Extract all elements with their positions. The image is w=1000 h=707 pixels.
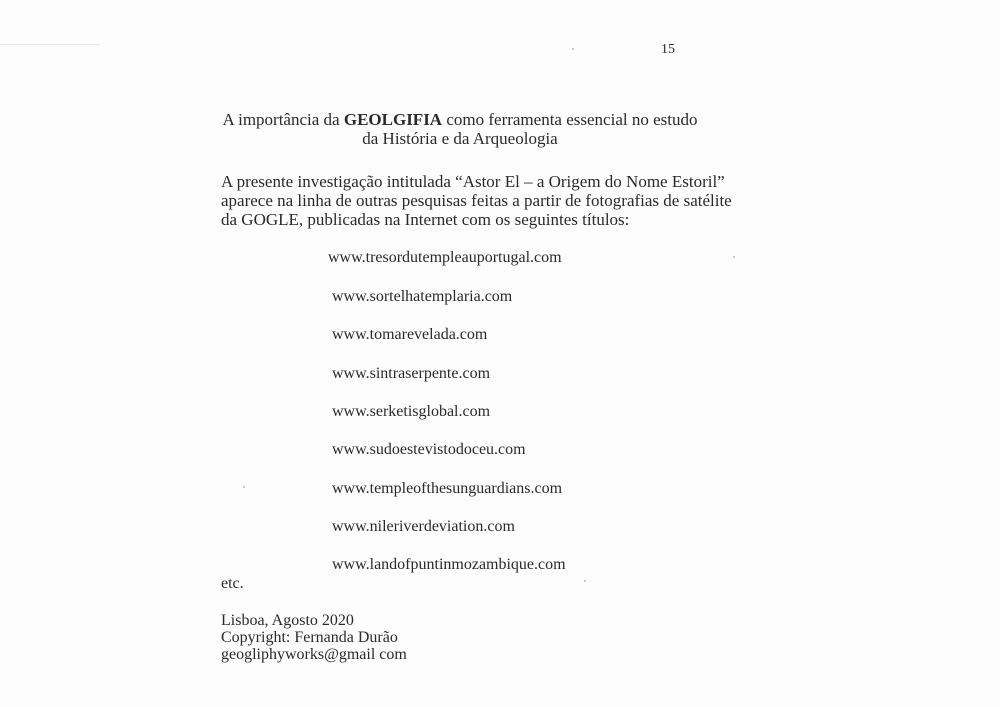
url-item: www.landofpuntinmozambique.com bbox=[332, 556, 566, 573]
title-prefix: A importância da bbox=[222, 110, 344, 129]
title-suffix: como ferramenta essencial no estudo bbox=[442, 110, 698, 129]
page-number: 15 bbox=[661, 42, 675, 57]
place-date: Lisboa, Agosto 2020 bbox=[221, 612, 354, 629]
scan-speck bbox=[243, 486, 245, 488]
url-item: www.sortelhatemplaria.com bbox=[332, 288, 513, 305]
intro-line: A presente investigação intitulada “Astor El – a Origem do Nome Estoril” bbox=[221, 172, 725, 191]
intro-paragraph bbox=[221, 172, 732, 229]
url-item: www.serketisglobal.com bbox=[332, 403, 491, 420]
url-item: www.nileriverdeviation.com bbox=[332, 518, 515, 535]
title-keyword: GEOLGIFIA bbox=[343, 110, 443, 129]
url-item: www.sintraserpente.com bbox=[332, 365, 491, 382]
document-title bbox=[0, 110, 920, 148]
scan-speck bbox=[584, 580, 586, 582]
url-item: www.sudoestevistodoceu.com bbox=[332, 441, 526, 458]
intro-line: da GOGLE, publicadas na Internet com os seguintes títulos: bbox=[221, 210, 630, 229]
scan-speck bbox=[572, 48, 574, 50]
scan-speck bbox=[733, 256, 735, 258]
scan-artifact bbox=[0, 44, 100, 45]
title-line-1 bbox=[0, 110, 920, 129]
url-item: www.tomarevelada.com bbox=[332, 326, 488, 343]
footer bbox=[221, 612, 407, 663]
url-item: www.tresordutempleauportugal.com bbox=[328, 249, 562, 266]
intro-line: aparece na linha de outras pesquisas feitas a partir de fotografias de satélite bbox=[221, 191, 732, 210]
title-line-2: da História e da Arqueologia bbox=[362, 129, 558, 148]
etc-text: etc. bbox=[221, 575, 244, 592]
copyright: Copyright: Fernanda Durão bbox=[221, 629, 398, 646]
url-item: www.templeofthesunguardians.com bbox=[332, 480, 563, 497]
email: geogliphyworks@gmail com bbox=[221, 646, 407, 663]
